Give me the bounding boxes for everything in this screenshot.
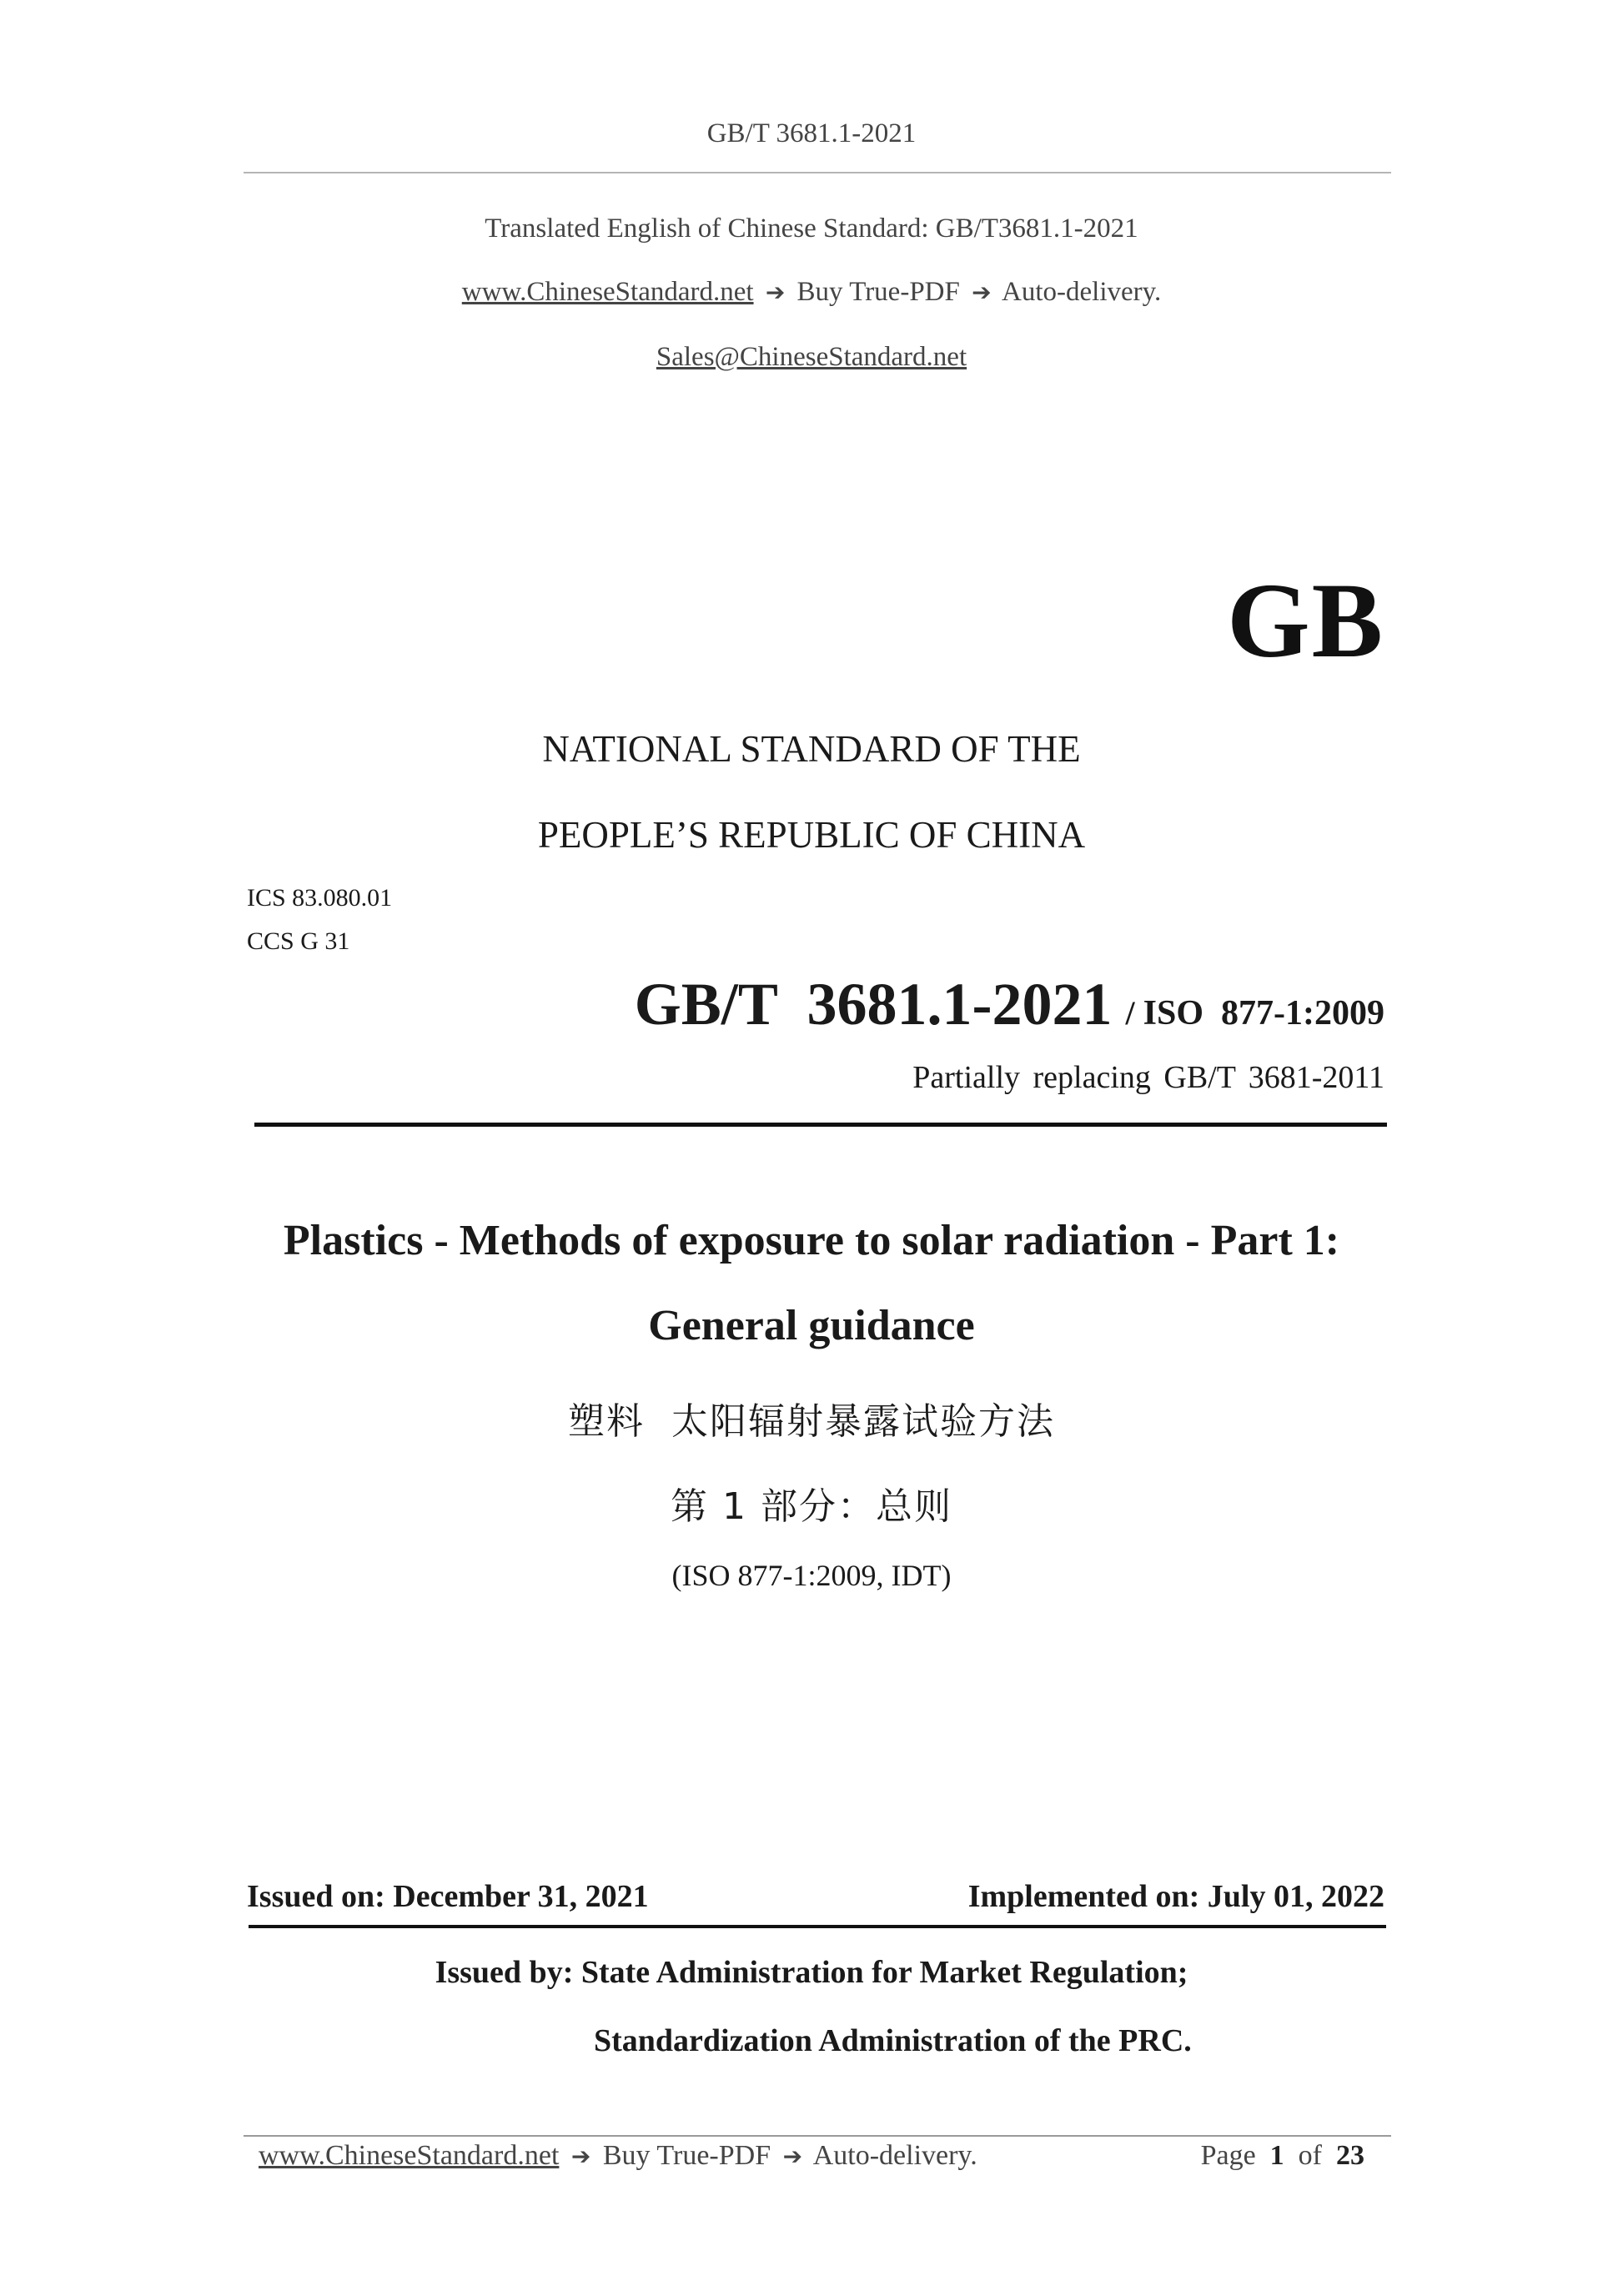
- chinese-title-line-1: 塑料 太阳辐射暴露试验方法: [568, 1400, 1055, 1443]
- english-title-line-2: General guidance: [648, 1302, 975, 1349]
- gb-standard-number: GB/T 3681.1-2021: [634, 971, 1113, 1037]
- running-header-title: GB/T 3681.1-2021: [706, 118, 917, 148]
- translation-notice: Translated English of Chinese Standard: GB/T3681.1-2021: [485, 214, 1138, 244]
- issued-on-date: Issued on: December 31, 2021: [247, 1879, 649, 1914]
- sales-email-line: [0, 342, 1623, 373]
- iso-standard-number: ISO 877-1:2009: [1143, 994, 1384, 1032]
- buy-true-pdf-text: Buy True-PDF: [796, 277, 960, 307]
- number-separator: /: [1125, 994, 1135, 1032]
- promo-buy-line: [0, 277, 1623, 308]
- footer-delivery-text: Auto-delivery.: [812, 2140, 977, 2171]
- footer-promo: [259, 2140, 977, 2172]
- header-divider: [244, 172, 1391, 173]
- site-link[interactable]: www.ChineseStandard.net: [461, 277, 754, 307]
- ics-code: ICS 83.080.01: [247, 884, 393, 912]
- footer-site-link[interactable]: www.ChineseStandard.net: [259, 2140, 560, 2171]
- replacing-note: Partially replacing GB/T 3681-2011: [912, 1060, 1384, 1095]
- english-title-line-1: Plastics - Methods of exposure to solar radiation - Part 1:: [283, 1217, 1340, 1264]
- issue-divider: [249, 1925, 1386, 1928]
- arrow-right-icon: ➔: [972, 279, 992, 306]
- arrow-right-icon: ➔: [570, 2143, 591, 2170]
- national-standard-line-1: NATIONAL STANDARD OF THE: [542, 728, 1081, 770]
- national-standard-line-2: PEOPLE’S REPUBLIC OF CHINA: [537, 814, 1086, 856]
- iso-equivalence: (ISO 877-1:2009, IDT): [671, 1559, 952, 1592]
- issued-by-line-2: Standardization Administration of the PRC.: [594, 2023, 1192, 2058]
- issued-by-line-1: Issued by: State Administration for Market Regulation;: [435, 1955, 1188, 1990]
- gb-logo: GB: [1227, 561, 1384, 680]
- title-divider: [254, 1123, 1387, 1127]
- footer-buy-text: Buy True-PDF: [602, 2140, 771, 2171]
- ccs-code: CCS G 31: [247, 927, 350, 955]
- page-number: [1201, 2140, 1364, 2172]
- footer-divider: [244, 2135, 1391, 2137]
- implemented-on-date: Implemented on: July 01, 2022: [967, 1879, 1384, 1914]
- page-current: 1: [1269, 2140, 1284, 2171]
- of-label: of: [1298, 2140, 1322, 2171]
- arrow-right-icon: ➔: [782, 2143, 803, 2170]
- sales-email-link[interactable]: Sales@ChineseStandard.net: [656, 342, 967, 372]
- page-total: 23: [1336, 2140, 1364, 2171]
- chinese-title-line-2: 第 1 部分：总则: [671, 1485, 952, 1528]
- arrow-right-icon: ➔: [765, 279, 786, 306]
- auto-delivery-text: Auto-delivery.: [1002, 277, 1162, 307]
- standard-number: [635, 972, 1384, 1037]
- page-label: Page: [1200, 2140, 1256, 2171]
